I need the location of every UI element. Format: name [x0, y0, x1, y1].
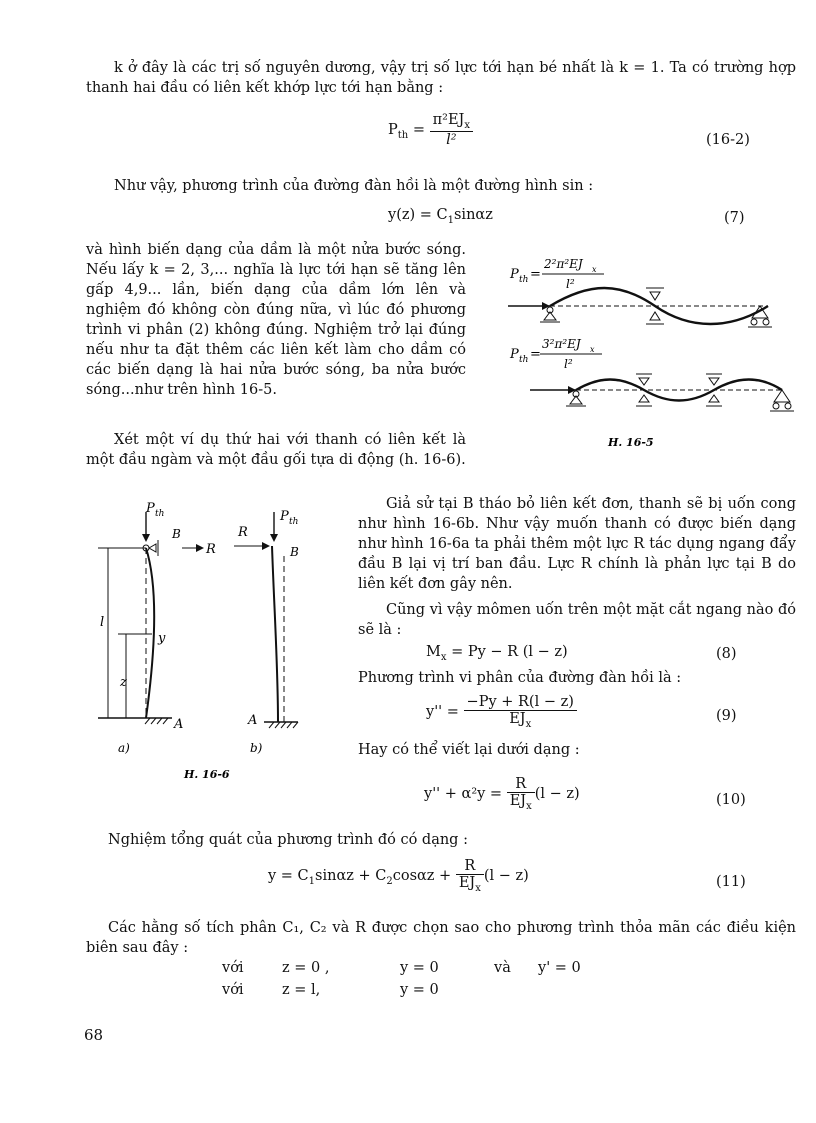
eq9-num: −Py + R(l − z): [464, 694, 577, 711]
eq11-tail: (l − z): [483, 868, 529, 884]
eq7-sub: 1: [447, 215, 454, 226]
eq11-mid2: cosαz +: [392, 868, 452, 884]
fig5-bot-den: l²: [564, 357, 573, 371]
fig5-bot-mid2-tb: [709, 395, 719, 402]
fig5-bot-mid2-tt: [709, 378, 719, 385]
paragraph-general-solution: Nghiệm tổng quát của phương trình đó có dạng :: [108, 832, 468, 848]
eq10-fraction: [507, 776, 535, 812]
paragraph-rewrite: Hay có thể viết lại dưới dạng :: [358, 742, 580, 758]
eq-number-10: (10): [716, 792, 746, 808]
eq-lhs: P: [388, 122, 398, 138]
paragraph-moment: Cũng vì vậy mômen uốn trên một mặt cắt ngang nào đó sẽ là :: [358, 602, 796, 638]
equation-7: [388, 207, 493, 226]
eq-num-sub: x: [464, 120, 470, 131]
bc-row1-and: và: [494, 960, 511, 976]
fig6a-A: A: [174, 717, 184, 732]
eq10-lhs: y'' + α²y =: [424, 786, 503, 802]
paragraph-diff-eq: Phương trình vi phân của đường đàn hồi là :: [358, 670, 682, 686]
fig6b-pth: P: [280, 509, 289, 524]
equation-8: [426, 644, 568, 663]
eq11-mid: sinαz + C: [315, 868, 387, 884]
paragraph-sine-curve: Như vậy, phương trình của đường đàn hồi là một đường hình sin :: [114, 178, 594, 194]
fig6a-column: [146, 548, 154, 718]
eq10-tail: (l − z): [534, 786, 580, 802]
eq11-den: EJ: [458, 875, 476, 891]
fig5-top-mid-tri-top: [650, 292, 660, 300]
eq-denominator: l²: [446, 132, 457, 148]
paragraph-reaction-force: Giả sử tại B tháo bỏ liên kết đơn, thanh sẽ bị uốn cong như hình 16-6b. Như vậy muốn thanh có được biến dạng như hình 16-6a ta phải thêm một lực R tác dụng ngang đẩy đầu B lại vị trí ban đầu. Lực R chính là phản lực tại B do liên kết đơn gây nên.: [358, 496, 796, 592]
paragraph-second-example: Xét một ví dụ thứ hai với thanh có liên kết là một đầu ngàm và một đầu gối tựa di động (h. 16-6).: [86, 432, 466, 468]
fig5-top-mid-tri-bot: [650, 312, 660, 320]
eq7-text: y(z) = C: [388, 207, 448, 223]
fig6b-hatch: [269, 722, 298, 728]
eq-lhs-sub: th: [397, 130, 409, 141]
fig6b-label: b): [250, 741, 263, 755]
eq-number-7: (7): [724, 210, 745, 226]
fig6b-B: B: [290, 545, 299, 559]
figure-16-6: [88, 496, 328, 786]
bc-row2-with: với: [222, 982, 244, 998]
paragraph-half-wave: và hình biến dạng của dầm là một nửa bước sóng. Nếu lấy k = 2, 3,... nghĩa là lực tới hạn sẽ tăng lên gấp 4,9... lần, biến dạng của dầm lớn lên và nghiệm đó không còn đúng nữa, vì lúc đó phương trình vi phân (2) không đúng. Nghiệm trở lại đúng nếu như ta đặt thêm các liên kết làm cho dầm có các biến dạng là hai nửa bước sóng, ba nửa bước sóng...như trên hình 16-5.: [86, 242, 466, 398]
fig5-bot-curve: [576, 380, 782, 401]
fig5-bot-roller-c2: [785, 403, 791, 409]
eq9-fraction: [464, 694, 577, 730]
eq-numerator: π²EJ: [432, 112, 465, 128]
fig6b-force-arrow: [270, 534, 278, 542]
eq11-den-sub: x: [475, 883, 481, 894]
fig5-bot-eq: =: [530, 347, 541, 362]
fig6a-B: B: [172, 527, 181, 541]
fig5-top-pth: P: [510, 267, 519, 282]
equation-10: [424, 776, 580, 812]
fig6a-l: l: [100, 615, 105, 630]
fig6a-label: a): [118, 741, 130, 755]
equation-11: [268, 858, 529, 894]
eq10-num: R: [507, 776, 535, 793]
eq11-fraction: [456, 858, 484, 894]
fig6b-A: A: [248, 713, 258, 728]
fig5-bot-roller-tri: [774, 390, 790, 402]
bc-row1-with: với: [222, 960, 244, 976]
eq9-den-sub: x: [525, 719, 532, 730]
fig6b-pth-sub: th: [289, 517, 299, 527]
bc-row1-yprime: y' = 0: [538, 960, 581, 976]
fig6a-force-arrow: [142, 534, 150, 542]
fig5-bot-num: 3²π²EJ: [542, 337, 581, 351]
fig6-caption: H. 16-6: [184, 768, 230, 781]
fig6b-R-arrow: [262, 542, 270, 550]
eq8-lhs-sub: x: [440, 652, 447, 663]
bc-row2-y: y = 0: [400, 982, 439, 998]
figure-16-5: [500, 248, 800, 458]
fig5-bot-mid1-tb: [639, 395, 649, 402]
fig5-bot-pth: P: [510, 347, 519, 362]
eq11-num: R: [456, 858, 484, 875]
bc-row-1: [222, 960, 622, 980]
bc-row1-y: y = 0: [400, 960, 439, 976]
fig5-bot-mid1-tt: [639, 378, 649, 385]
fig5-top-eq: =: [530, 267, 541, 282]
eq-fraction: [430, 112, 473, 148]
fig5-bot-num-sub: x: [590, 345, 595, 354]
fig5-top-arrow: [542, 302, 550, 310]
fig6a-R: R: [206, 542, 216, 557]
eq-number-8: (8): [716, 646, 737, 662]
fig5-top-num-sub: x: [592, 265, 597, 274]
eq10-den: EJ: [509, 793, 527, 809]
eq11-lhs: y = C: [268, 868, 309, 884]
fig6b-column: [272, 546, 278, 722]
fig6a-pin-tri: [149, 544, 156, 552]
eq-number-9: (9): [716, 708, 737, 724]
fig6a-pth-sub: th: [155, 509, 165, 519]
fig6a-hatch: [145, 718, 168, 724]
fig5-bot-pth-sub: th: [519, 355, 529, 365]
eq8-rhs: = Py − R (l − z): [451, 644, 568, 660]
fig5-top-num: 2²π²EJ: [544, 257, 583, 271]
fig6b-R: R: [238, 525, 248, 540]
eq-number-16-2: (16-2): [706, 132, 750, 148]
bc-row-2: [222, 982, 622, 1002]
fig6a-y: y: [158, 631, 166, 646]
fig6a-R-arrow: [196, 544, 204, 552]
equation-9: [426, 694, 577, 730]
bc-row1-z: z = 0 ,: [282, 960, 330, 976]
eq11-sub2: 2: [386, 876, 393, 887]
eq-equals: =: [412, 122, 425, 138]
eq7-tail: sinαz: [453, 207, 493, 223]
fig6a-z: z: [120, 675, 127, 690]
eq-number-11: (11): [716, 874, 746, 890]
paragraph-boundary-conditions: Các hằng số tích phân C₁, C₂ và R được chọn sao cho phương trình thỏa mãn các điều kiện biên sau đây :: [86, 920, 796, 956]
equation-16-2: [388, 112, 473, 148]
eq11-sub1: 1: [308, 876, 316, 887]
page-number: 68: [84, 1026, 104, 1044]
fig5-top-den: l²: [566, 277, 575, 291]
fig5-top-pth-sub: th: [519, 275, 529, 285]
paragraph-intro: k ở đây là các trị số nguyên dương, vậy trị số lực tới hạn bé nhất là k = 1. Ta có trường hợp thanh hai đầu có liên kết khớp lực tới hạn bằng :: [86, 60, 796, 96]
fig5-top-roller-c1: [751, 319, 757, 325]
fig5-bot-arrow: [568, 386, 576, 394]
fig5-top-roller-c2: [763, 319, 769, 325]
fig6a-pth: P: [146, 501, 155, 516]
eq9-den: EJ: [509, 711, 526, 727]
fig5-bot-roller-c1: [773, 403, 779, 409]
eq9-lhs: y'' =: [426, 704, 459, 720]
bc-row2-z: z = l,: [282, 982, 321, 998]
fig5-caption: H. 16-5: [608, 436, 654, 449]
eq8-lhs: M: [426, 644, 441, 660]
eq10-den-sub: x: [526, 801, 532, 812]
